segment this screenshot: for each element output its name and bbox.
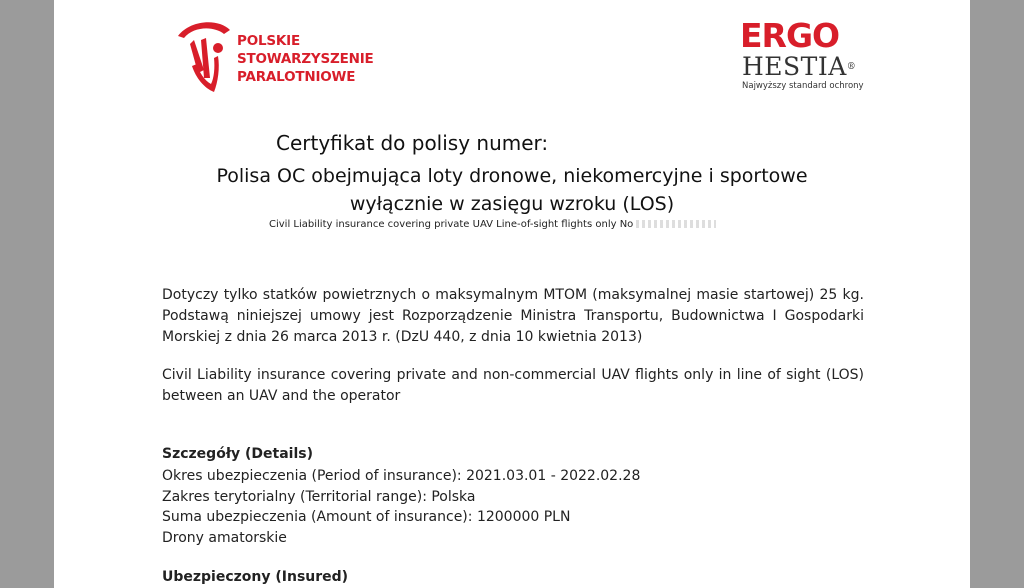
ergo-hestia-logo [740,18,880,91]
policy-subtitle [269,219,716,230]
drone-type: Drony amatorskie [162,529,287,546]
ergo-tagline: Najwyższy standard ochrony [742,81,864,91]
details-list [162,466,640,548]
insurance-amount: Suma ubezpieczenia (Amount of insurance): 1200000 PLN [162,509,571,525]
policy-title-line-2: wyłącznie w zasięgu wzroku (LOS) [349,193,675,215]
paragraph-coverage-text: Civil Liability insurance covering private and non-commercial UAV flights only in line of sight (LOS) between an UAV and the operator [162,367,864,404]
policy-title-line-1: Polisa OC obejmująca loty dronowe, niekomercyjne i sportowe [216,165,808,187]
territorial-range: Zakres terytorialny (Territorial range): Polska [162,488,476,505]
registered-mark: ® [846,62,857,72]
hestia-word [742,54,880,80]
psp-logo-text [237,32,374,86]
hestia-text: HESTIA [742,52,847,81]
psp-line-1: POLSKIE [237,33,301,49]
certificate-title: Certyfikat do polisy numer: [276,131,549,155]
redacted-policy-number [636,220,716,228]
ergo-word: ERGO [740,16,840,55]
insured-heading: Ubezpieczony (Insured) [162,569,349,585]
paragraph-coverage [162,365,864,407]
policy-subtitle-text: Civil Liability insurance covering private UAV Line-of-sight flights only No [269,219,634,230]
policy-title [54,162,970,218]
psp-line-2: STOWARZYSZENIE [237,51,374,67]
document-page [54,0,970,588]
insurance-period: Okres ubezpieczenia (Period of insurance): 2021.03.01 - 2022.02.28 [162,468,641,484]
paragraph-regulation-text: Dotyczy tylko statków powietrznych o maksymalnym MTOM (maksymalnej masie startowej) 25 kg. Podstawą niniejszej umowy jest Rozporządzenie Ministra Transportu, Budownictwa I Gospodarki Morskiej z dnia 26 marca 2013 r. (DzU 440, z dnia 10 kwietnia 2013) [162,287,864,345]
psp-line-3: PARALOTNIOWE [237,69,356,85]
paragraph-regulation [162,285,864,348]
details-heading: Szczegóły (Details) [162,446,313,462]
